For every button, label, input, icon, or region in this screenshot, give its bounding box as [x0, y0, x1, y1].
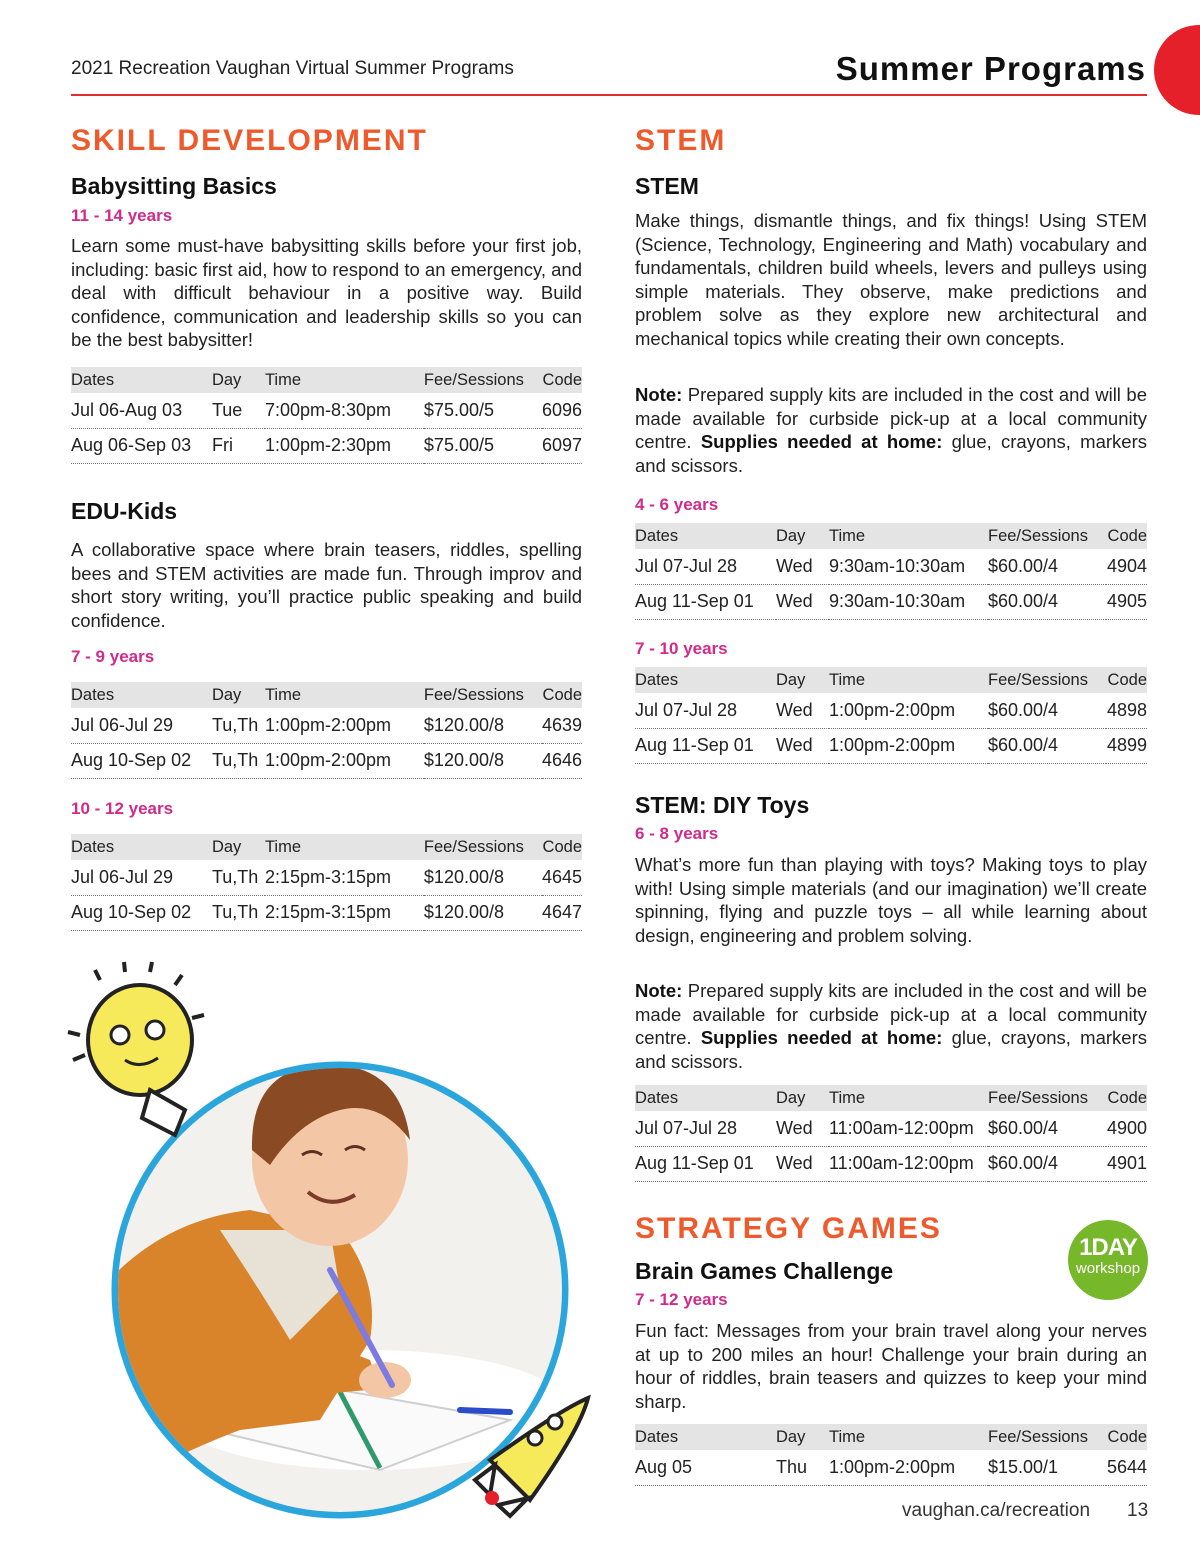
section-tab-marker: [1154, 25, 1200, 115]
cell-day: Tue: [212, 393, 265, 428]
table-header-row: [71, 682, 582, 708]
col-header-fee: Fee/Sessions: [424, 834, 542, 860]
section-title-skill-development: SKILL DEVELOPMENT: [71, 124, 428, 157]
cell-dates: Jul 07-Jul 28: [635, 693, 776, 728]
supplies-text: glue, crayons, markers and scissors.: [635, 431, 1147, 476]
cell-code: 4904: [1106, 549, 1147, 584]
cell-fee: $60.00/4: [988, 584, 1106, 619]
running-header: 2021 Recreation Vaughan Virtual Summer Programs: [71, 58, 514, 79]
table-row: [635, 1111, 1147, 1146]
col-header-fee: Fee/Sessions: [988, 667, 1106, 693]
program-description: Fun fact: Messages from your brain travel along your nerves at up to 200 miles an hour! Challenge your brain during an hour of riddles, brain teasers and quizzes to keep your mind sharp.: [635, 1320, 1147, 1412]
cell-dates: Jul 06-Jul 29: [71, 708, 212, 743]
note-label: Note:: [635, 384, 683, 405]
cell-fee: $60.00/4: [988, 1111, 1106, 1146]
cell-fee: $60.00/4: [988, 693, 1106, 728]
cell-day: Wed: [776, 693, 829, 728]
header-divider: [71, 94, 1147, 96]
age-range: 6 - 8 years: [635, 824, 719, 843]
cell-dates: Jul 07-Jul 28: [635, 549, 776, 584]
age-range: 10 - 12 years: [71, 799, 174, 818]
col-header-code: Code: [542, 682, 582, 708]
program-note: [635, 979, 1147, 1073]
table-row: [71, 708, 582, 743]
cell-code: 6096: [542, 393, 582, 428]
cell-time: 1:00pm-2:00pm: [265, 743, 424, 778]
table-header-row: [635, 667, 1147, 693]
age-range: 11 - 14 years: [71, 206, 173, 225]
table-row: [71, 393, 582, 428]
table-header-row: [635, 523, 1147, 549]
cell-dates: Aug 11-Sep 01: [635, 728, 776, 763]
col-header-fee: Fee/Sessions: [424, 682, 542, 708]
col-header-time: Time: [829, 1085, 988, 1111]
col-header-day: Day: [212, 834, 265, 860]
age-range: 7 - 12 years: [635, 1290, 728, 1309]
col-header-code: Code: [1106, 1085, 1147, 1111]
cell-dates: Jul 06-Aug 03: [71, 393, 212, 428]
table-row: [635, 549, 1147, 584]
col-header-fee: Fee/Sessions: [988, 1424, 1106, 1450]
col-header-day: Day: [212, 682, 265, 708]
cell-time: 9:30am-10:30am: [829, 549, 988, 584]
cell-code: 4645: [542, 860, 582, 895]
table-header-row: [71, 834, 582, 860]
cell-dates: Jul 07-Jul 28: [635, 1111, 776, 1146]
note-label: Note:: [635, 980, 683, 1001]
cell-code: 4647: [542, 895, 582, 930]
note-text: Prepared supply kits are included in the cost and will be made available for curbside pick-up at a local community centre.: [635, 384, 1147, 452]
cell-day: Wed: [776, 728, 829, 763]
program-title-babysitting: Babysitting Basics: [71, 173, 277, 199]
cell-fee: $120.00/8: [424, 860, 542, 895]
cell-dates: Aug 10-Sep 02: [71, 895, 212, 930]
schedule-table-brain-games: [635, 1424, 1147, 1486]
col-header-dates: Dates: [635, 523, 776, 549]
col-header-dates: Dates: [635, 1085, 776, 1111]
cell-time: 1:00pm-2:00pm: [829, 728, 988, 763]
col-header-code: Code: [542, 834, 582, 860]
cell-fee: $120.00/8: [424, 743, 542, 778]
col-header-dates: Dates: [635, 667, 776, 693]
table-row: [635, 1146, 1147, 1181]
section-title-stem: STEM: [635, 124, 727, 157]
col-header-code: Code: [1106, 667, 1147, 693]
cell-time: 11:00am-12:00pm: [829, 1146, 988, 1181]
col-header-fee: Fee/Sessions: [988, 523, 1106, 549]
col-header-time: Time: [829, 1424, 988, 1450]
col-header-fee: Fee/Sessions: [988, 1085, 1106, 1111]
program-description: Learn some must-have babysitting skills before your first job, including: basic first aid, how to respond to an emergency, and deal with difficult behaviour in a positive way. Build confidence, communication and leadership skills so you can be the best babysitter!: [71, 235, 582, 350]
badge-main-text: 1DAY: [1079, 1234, 1137, 1261]
supplies-text: glue, crayons, markers and scissors.: [635, 1027, 1147, 1072]
lightbulb-doodle-icon: [68, 962, 204, 1135]
cell-fee: $120.00/8: [424, 895, 542, 930]
program-title-edu-kids: EDU-Kids: [71, 498, 178, 524]
table-header-row: [71, 367, 582, 393]
cell-code: 6097: [542, 428, 582, 463]
table-row: [71, 428, 582, 463]
cell-code: 5644: [1106, 1450, 1147, 1485]
cell-code: 4899: [1106, 728, 1147, 763]
cell-time: 2:15pm-3:15pm: [265, 895, 424, 930]
page-title: Summer Programs: [835, 50, 1146, 87]
cell-day: Wed: [776, 1111, 829, 1146]
cell-fee: $120.00/8: [424, 708, 542, 743]
col-header-time: Time: [829, 667, 988, 693]
program-description: A collaborative space where brain teasers, riddles, spelling bees and STEM activities are made fun. Through improv and short story writing, you’ll practice public speaking and build confidence.: [71, 539, 582, 631]
cell-code: 4900: [1106, 1111, 1147, 1146]
cell-day: Tu,Th: [212, 708, 265, 743]
cell-fee: $75.00/5: [424, 428, 542, 463]
page-number: 13: [1127, 1500, 1149, 1521]
cell-day: Wed: [776, 549, 829, 584]
cell-fee: $15.00/1: [988, 1450, 1106, 1485]
table-row: [71, 743, 582, 778]
cell-day: Tu,Th: [212, 743, 265, 778]
cell-fee: $60.00/4: [988, 549, 1106, 584]
table-row: [635, 584, 1147, 619]
schedule-table-stem-4-6: [635, 523, 1147, 620]
supplies-label: Supplies needed at home:: [700, 1027, 943, 1048]
cell-code: 4646: [542, 743, 582, 778]
child-writing-illustration: [40, 960, 600, 1520]
cell-time: 1:00pm-2:30pm: [265, 428, 424, 463]
table-row: [635, 1450, 1147, 1485]
cell-code: 4905: [1106, 584, 1147, 619]
cell-dates: Aug 11-Sep 01: [635, 1146, 776, 1181]
cell-time: 1:00pm-2:00pm: [829, 1450, 988, 1485]
age-range: 4 - 6 years: [635, 495, 719, 514]
table-row: [71, 895, 582, 930]
schedule-table-edu-kids-10-12: [71, 834, 582, 931]
col-header-dates: Dates: [635, 1424, 776, 1450]
cell-time: 2:15pm-3:15pm: [265, 860, 424, 895]
schedule-table-stem-7-10: [635, 667, 1147, 764]
col-header-day: Day: [776, 1085, 829, 1111]
col-header-dates: Dates: [71, 367, 212, 393]
cell-fee: $60.00/4: [988, 1146, 1106, 1181]
program-description: Make things, dismantle things, and fix things! Using STEM (Science, Technology, Engineering and Math) vocabulary and fundamentals, children build wheels, levers and pulleys using simple materials. They observe, make predictions and problem solve as they explore new architectural and mechanical topics while creating their own concepts.: [635, 210, 1147, 349]
note-text: Prepared supply kits are included in the cost and will be made available for curbside pick-up at a local community centre.: [635, 980, 1147, 1048]
schedule-table-edu-kids-7-9: [71, 682, 582, 779]
cell-code: 4901: [1106, 1146, 1147, 1181]
cell-code: 4639: [542, 708, 582, 743]
badge-sub-text: workshop: [1075, 1260, 1141, 1277]
cell-fee: $60.00/4: [988, 728, 1106, 763]
one-day-workshop-badge: [1068, 1220, 1148, 1300]
cell-day: Tu,Th: [212, 860, 265, 895]
supplies-label: Supplies needed at home:: [700, 431, 943, 452]
cell-dates: Aug 11-Sep 01: [635, 584, 776, 619]
cell-dates: Aug 06-Sep 03: [71, 428, 212, 463]
table-row: [71, 860, 582, 895]
section-title-strategy-games: STRATEGY GAMES: [635, 1212, 942, 1245]
col-header-code: Code: [542, 367, 582, 393]
col-header-dates: Dates: [71, 834, 212, 860]
cell-fee: $75.00/5: [424, 393, 542, 428]
program-title-brain-games: Brain Games Challenge: [635, 1258, 894, 1284]
age-range: 7 - 9 years: [71, 647, 155, 666]
col-header-day: Day: [776, 667, 829, 693]
cell-day: Tu,Th: [212, 895, 265, 930]
cell-time: 7:00pm-8:30pm: [265, 393, 424, 428]
table-header-row: [635, 1085, 1147, 1111]
footer-website-link[interactable]: vaughan.ca/recreation: [902, 1500, 1091, 1521]
cell-time: 11:00am-12:00pm: [829, 1111, 988, 1146]
col-header-time: Time: [265, 367, 424, 393]
col-header-fee: Fee/Sessions: [424, 367, 542, 393]
col-header-time: Time: [265, 834, 424, 860]
col-header-dates: Dates: [71, 682, 212, 708]
table-row: [635, 728, 1147, 763]
program-title-stem: STEM: [635, 173, 699, 199]
col-header-time: Time: [265, 682, 424, 708]
program-description: What’s more fun than playing with toys? Making toys to play with! Using simple materials (and our imagination) we’ll create spinning, flying and puzzle toys – all while learning about design, engineering and problem solving.: [635, 854, 1147, 946]
col-header-day: Day: [212, 367, 265, 393]
cell-dates: Aug 10-Sep 02: [71, 743, 212, 778]
program-title-stem-diy-toys: STEM: DIY Toys: [635, 792, 810, 818]
cell-time: 9:30am-10:30am: [829, 584, 988, 619]
cell-time: 1:00pm-2:00pm: [265, 708, 424, 743]
schedule-table-stem-diy-toys: [635, 1085, 1147, 1182]
cell-dates: Aug 05: [635, 1450, 776, 1485]
program-note: [635, 383, 1147, 477]
age-range: 7 - 10 years: [635, 639, 728, 658]
col-header-code: Code: [1106, 1424, 1147, 1450]
cell-day: Fri: [212, 428, 265, 463]
table-header-row: [635, 1424, 1147, 1450]
table-row: [635, 693, 1147, 728]
cell-dates: Jul 06-Jul 29: [71, 860, 212, 895]
col-header-day: Day: [776, 523, 829, 549]
cell-time: 1:00pm-2:00pm: [829, 693, 988, 728]
col-header-code: Code: [1106, 523, 1147, 549]
col-header-time: Time: [829, 523, 988, 549]
col-header-day: Day: [776, 1424, 829, 1450]
schedule-table-babysitting: [71, 367, 582, 464]
cell-code: 4898: [1106, 693, 1147, 728]
cell-day: Wed: [776, 1146, 829, 1181]
cell-day: Wed: [776, 584, 829, 619]
cell-day: Thu: [776, 1450, 829, 1485]
